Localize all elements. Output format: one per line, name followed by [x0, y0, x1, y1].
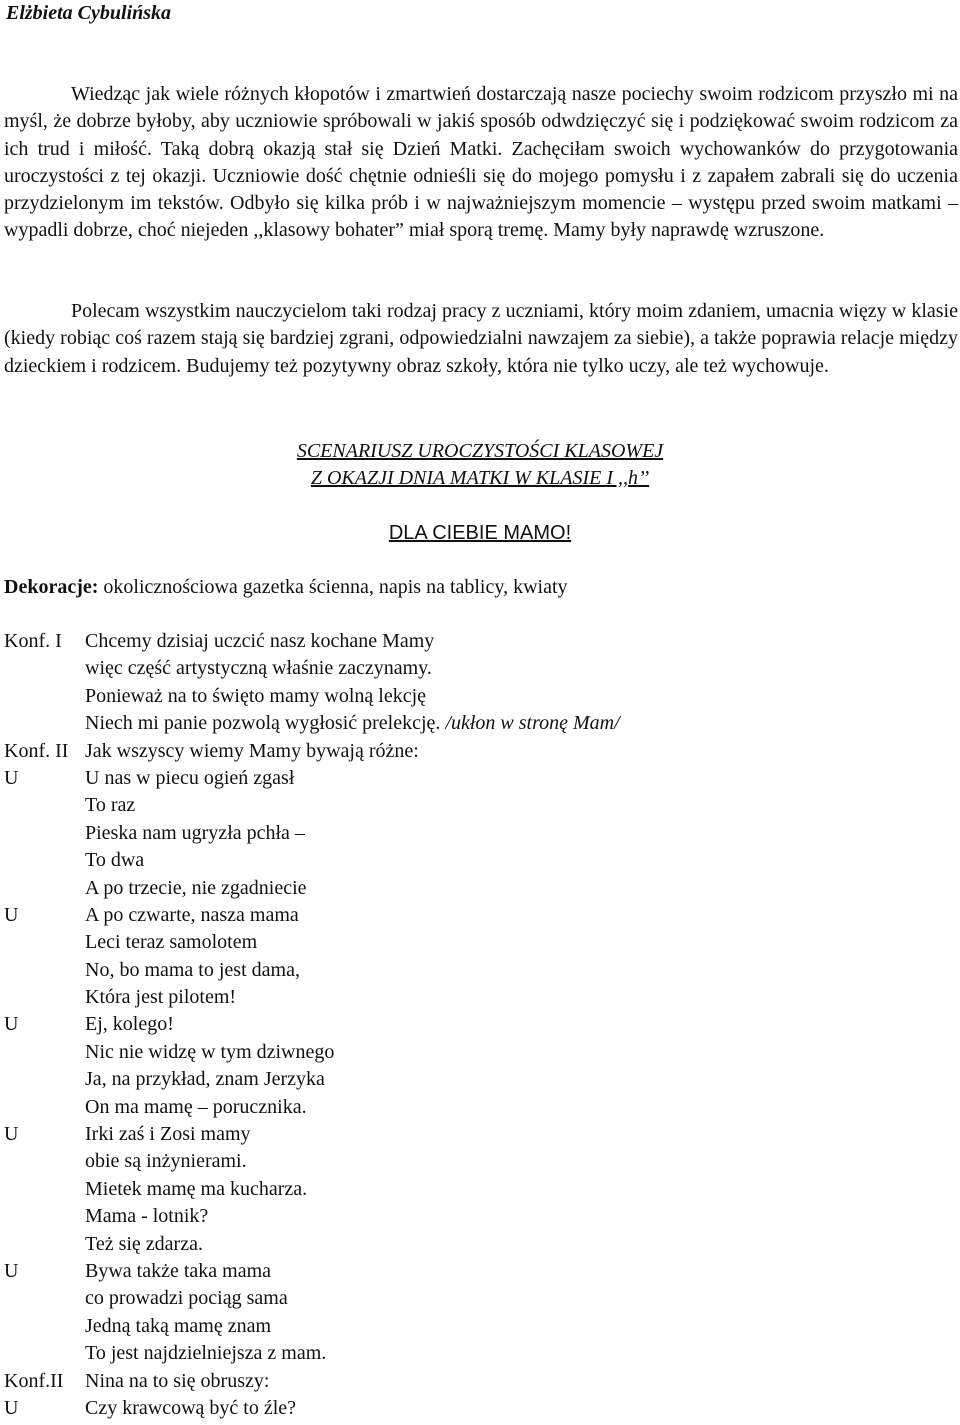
- author-name: Elżbieta Cybulińska: [6, 2, 172, 24]
- line-text: [85, 820, 305, 847]
- script-line: [4, 1039, 954, 1066]
- line-text: [85, 1368, 269, 1395]
- line-verse: Ja, na przykład, znam Jerzyka: [85, 1068, 325, 1091]
- line-text: [85, 1231, 203, 1258]
- line-text: [85, 957, 300, 984]
- script-line: [4, 1313, 954, 1340]
- script-line: [4, 957, 954, 984]
- line-text: [85, 1011, 174, 1038]
- line-text: [85, 1340, 326, 1367]
- line-verse: Jedną taką mamę znam: [85, 1314, 272, 1337]
- line-text: [85, 847, 144, 874]
- speaker-label: U: [4, 1259, 19, 1282]
- line-verse: Nic nie widzę w tym dziwnego: [85, 1040, 335, 1063]
- line-text: [85, 929, 257, 956]
- line-text: [85, 1258, 271, 1285]
- intro-paragraph-2: [4, 298, 958, 380]
- script-line: [4, 1121, 954, 1148]
- line-text: [85, 1203, 208, 1230]
- line-text: [85, 1176, 307, 1203]
- line-text: [85, 902, 299, 929]
- line-verse: Jak wszyscy wiemy Mamy bywają różne:: [85, 739, 419, 762]
- line-verse: U nas w piecu ogień zgasł: [85, 766, 295, 789]
- decorations-line: [4, 574, 568, 601]
- script-line: [4, 1231, 954, 1258]
- line-text: [85, 1148, 247, 1175]
- decorations-label: Dekoracje:: [4, 576, 99, 598]
- line-text: [85, 1121, 251, 1148]
- speaker-label: U: [4, 1123, 19, 1146]
- script-line: [4, 792, 954, 819]
- line-verse: Niech mi panie pozwolą wygłosić prelekcję.: [85, 712, 446, 735]
- line-verse: Mama - lotnik?: [85, 1205, 209, 1228]
- line-text: [85, 1313, 271, 1340]
- script-line: [4, 1258, 954, 1285]
- line-text: [85, 1066, 325, 1093]
- line-verse: Nina na to się obruszy:: [85, 1369, 270, 1392]
- intro-paragraph-2-text: Polecam wszystkim nauczycielom taki rodzaj pracy z uczniami, który moim zdaniem, umacnia więzy w klasie (kiedy robiąc coś razem stają się bardziej zgrani, odpowiedzialni nawzajem za siebie), a także poprawia relacje między dzieckiem i rodzicem. Budujemy też pozytywny obraz szkoły, która nie tylko uczy, ale też wychowuje.: [4, 300, 958, 377]
- speaker-label: Konf.II: [4, 1369, 64, 1392]
- line-text: [85, 655, 432, 682]
- line-verse: Też się zdarza.: [85, 1232, 203, 1255]
- line-verse: Mietek mamę ma kucharza.: [85, 1177, 308, 1200]
- line-text: [85, 875, 307, 902]
- scenario-subtitle: DLA CIEBIE MAMO!: [388, 522, 572, 544]
- script-line: [4, 1285, 954, 1312]
- line-verse: To raz: [85, 794, 136, 817]
- line-verse: Ej, kolego!: [85, 1013, 174, 1036]
- decorations-text: okolicznościowa gazetka ścienna, napis na tablicy, kwiaty: [98, 576, 568, 598]
- line-text: [85, 1039, 334, 1066]
- script-line: [4, 738, 954, 765]
- scenario-title-line-2: Z OKAZJI DNIA MATKI W KLASIE I ,,h’’: [310, 467, 650, 489]
- line-text: [85, 628, 434, 655]
- line-text: [85, 1285, 288, 1312]
- speaker-label: U: [4, 903, 19, 926]
- line-verse: Ponieważ na to święto mamy wolną lekcję: [85, 684, 427, 707]
- script-line: [4, 628, 954, 655]
- line-verse: On ma mamę – porucznika.: [85, 1095, 307, 1118]
- line-verse: obie są inżynierami.: [85, 1150, 247, 1173]
- speaker-label: U: [4, 766, 19, 789]
- line-verse: Pieska nam ugryzła pchła –: [85, 821, 305, 844]
- script-line: [4, 710, 954, 737]
- line-verse: więc część artystyczną właśnie zaczynamy.: [85, 657, 432, 680]
- script-line: [4, 765, 954, 792]
- speaker-label: U: [4, 1013, 19, 1036]
- speaker-label: U: [4, 1396, 19, 1419]
- line-verse: To jest najdzielniejsza z mam.: [85, 1342, 327, 1365]
- line-text: [85, 738, 419, 765]
- line-text: [85, 1094, 307, 1121]
- script-line: [4, 1094, 954, 1121]
- line-verse: A po trzecie, nie zgadniecie: [85, 876, 307, 899]
- script-line: [4, 847, 954, 874]
- line-verse: Chcemy dzisiaj uczcić nasz kochane Mamy: [85, 630, 435, 652]
- script-line: [4, 929, 954, 956]
- script-line: [4, 1148, 954, 1175]
- line-text: [85, 792, 135, 819]
- line-verse: Irki zaś i Zosi mamy: [85, 1123, 251, 1146]
- script-line: [4, 875, 954, 902]
- script-line: [4, 902, 954, 929]
- line-verse: Która jest pilotem!: [85, 986, 237, 1009]
- stage-direction: /ukłon w stronę Mam/: [445, 712, 620, 735]
- line-verse: A po czwarte, nasza mama: [85, 903, 299, 926]
- intro-paragraph-1: [4, 81, 958, 245]
- script-line: [4, 1395, 954, 1422]
- script-line: [4, 1340, 954, 1367]
- script-line: [4, 1176, 954, 1203]
- line-verse: co prowadzi pociąg sama: [85, 1287, 288, 1310]
- script-line: [4, 984, 954, 1011]
- line-verse: To dwa: [85, 849, 145, 872]
- line-text: [85, 683, 426, 710]
- script-line: [4, 1368, 954, 1395]
- script-line: [4, 820, 954, 847]
- line-text: [85, 765, 294, 792]
- script-line: [4, 1203, 954, 1230]
- script-line: [4, 655, 954, 682]
- line-text: [85, 984, 236, 1011]
- line-verse: Czy krawcową być to źle?: [85, 1396, 297, 1419]
- speaker-label: Konf. II: [4, 739, 69, 762]
- script-line: [4, 1066, 954, 1093]
- line-verse: Leci teraz samolotem: [85, 931, 258, 954]
- speaker-label: Konf. I: [4, 630, 62, 652]
- line-verse: Bywa także taka mama: [85, 1259, 272, 1282]
- script-line: [4, 1011, 954, 1038]
- line-verse: No, bo mama to jest dama,: [85, 958, 300, 981]
- script-lines: [4, 628, 954, 1422]
- script-line: [4, 683, 954, 710]
- line-text: [85, 1395, 296, 1422]
- intro-paragraph-1-text: Wiedząc jak wiele różnych kłopotów i zmartwień dostarczają nasze pociechy swoim rodzicom przyszło mi na myśl, że dobrze byłoby, aby uczniowie spróbowali w jakiś sposób odwdzięczyć się i podziękować swoim rodzicom za ich trud i miłość. Taką dobrą okazją stał się Dzień Matki. Zachęciłam swoich wychowanków do przygotowania uroczystości z tej okazji. Uczniowie dość chętnie odnieśli się do mojego pomysłu i z zapałem zabrali się do uczenia przydzielonym im tekstów. Odbyło się kilka prób i w najważniejszym momencie – występu przed swoim matkami – wypadli dobrze, choć niejeden ,,klasowy bohater” miał sporą tremę. Mamy były naprawdę wzruszone.: [4, 83, 958, 242]
- line-text: [85, 710, 620, 737]
- scenario-title-line-1: SCENARIUSZ UROCZYSTOŚCI KLASOWEJ: [296, 440, 664, 462]
